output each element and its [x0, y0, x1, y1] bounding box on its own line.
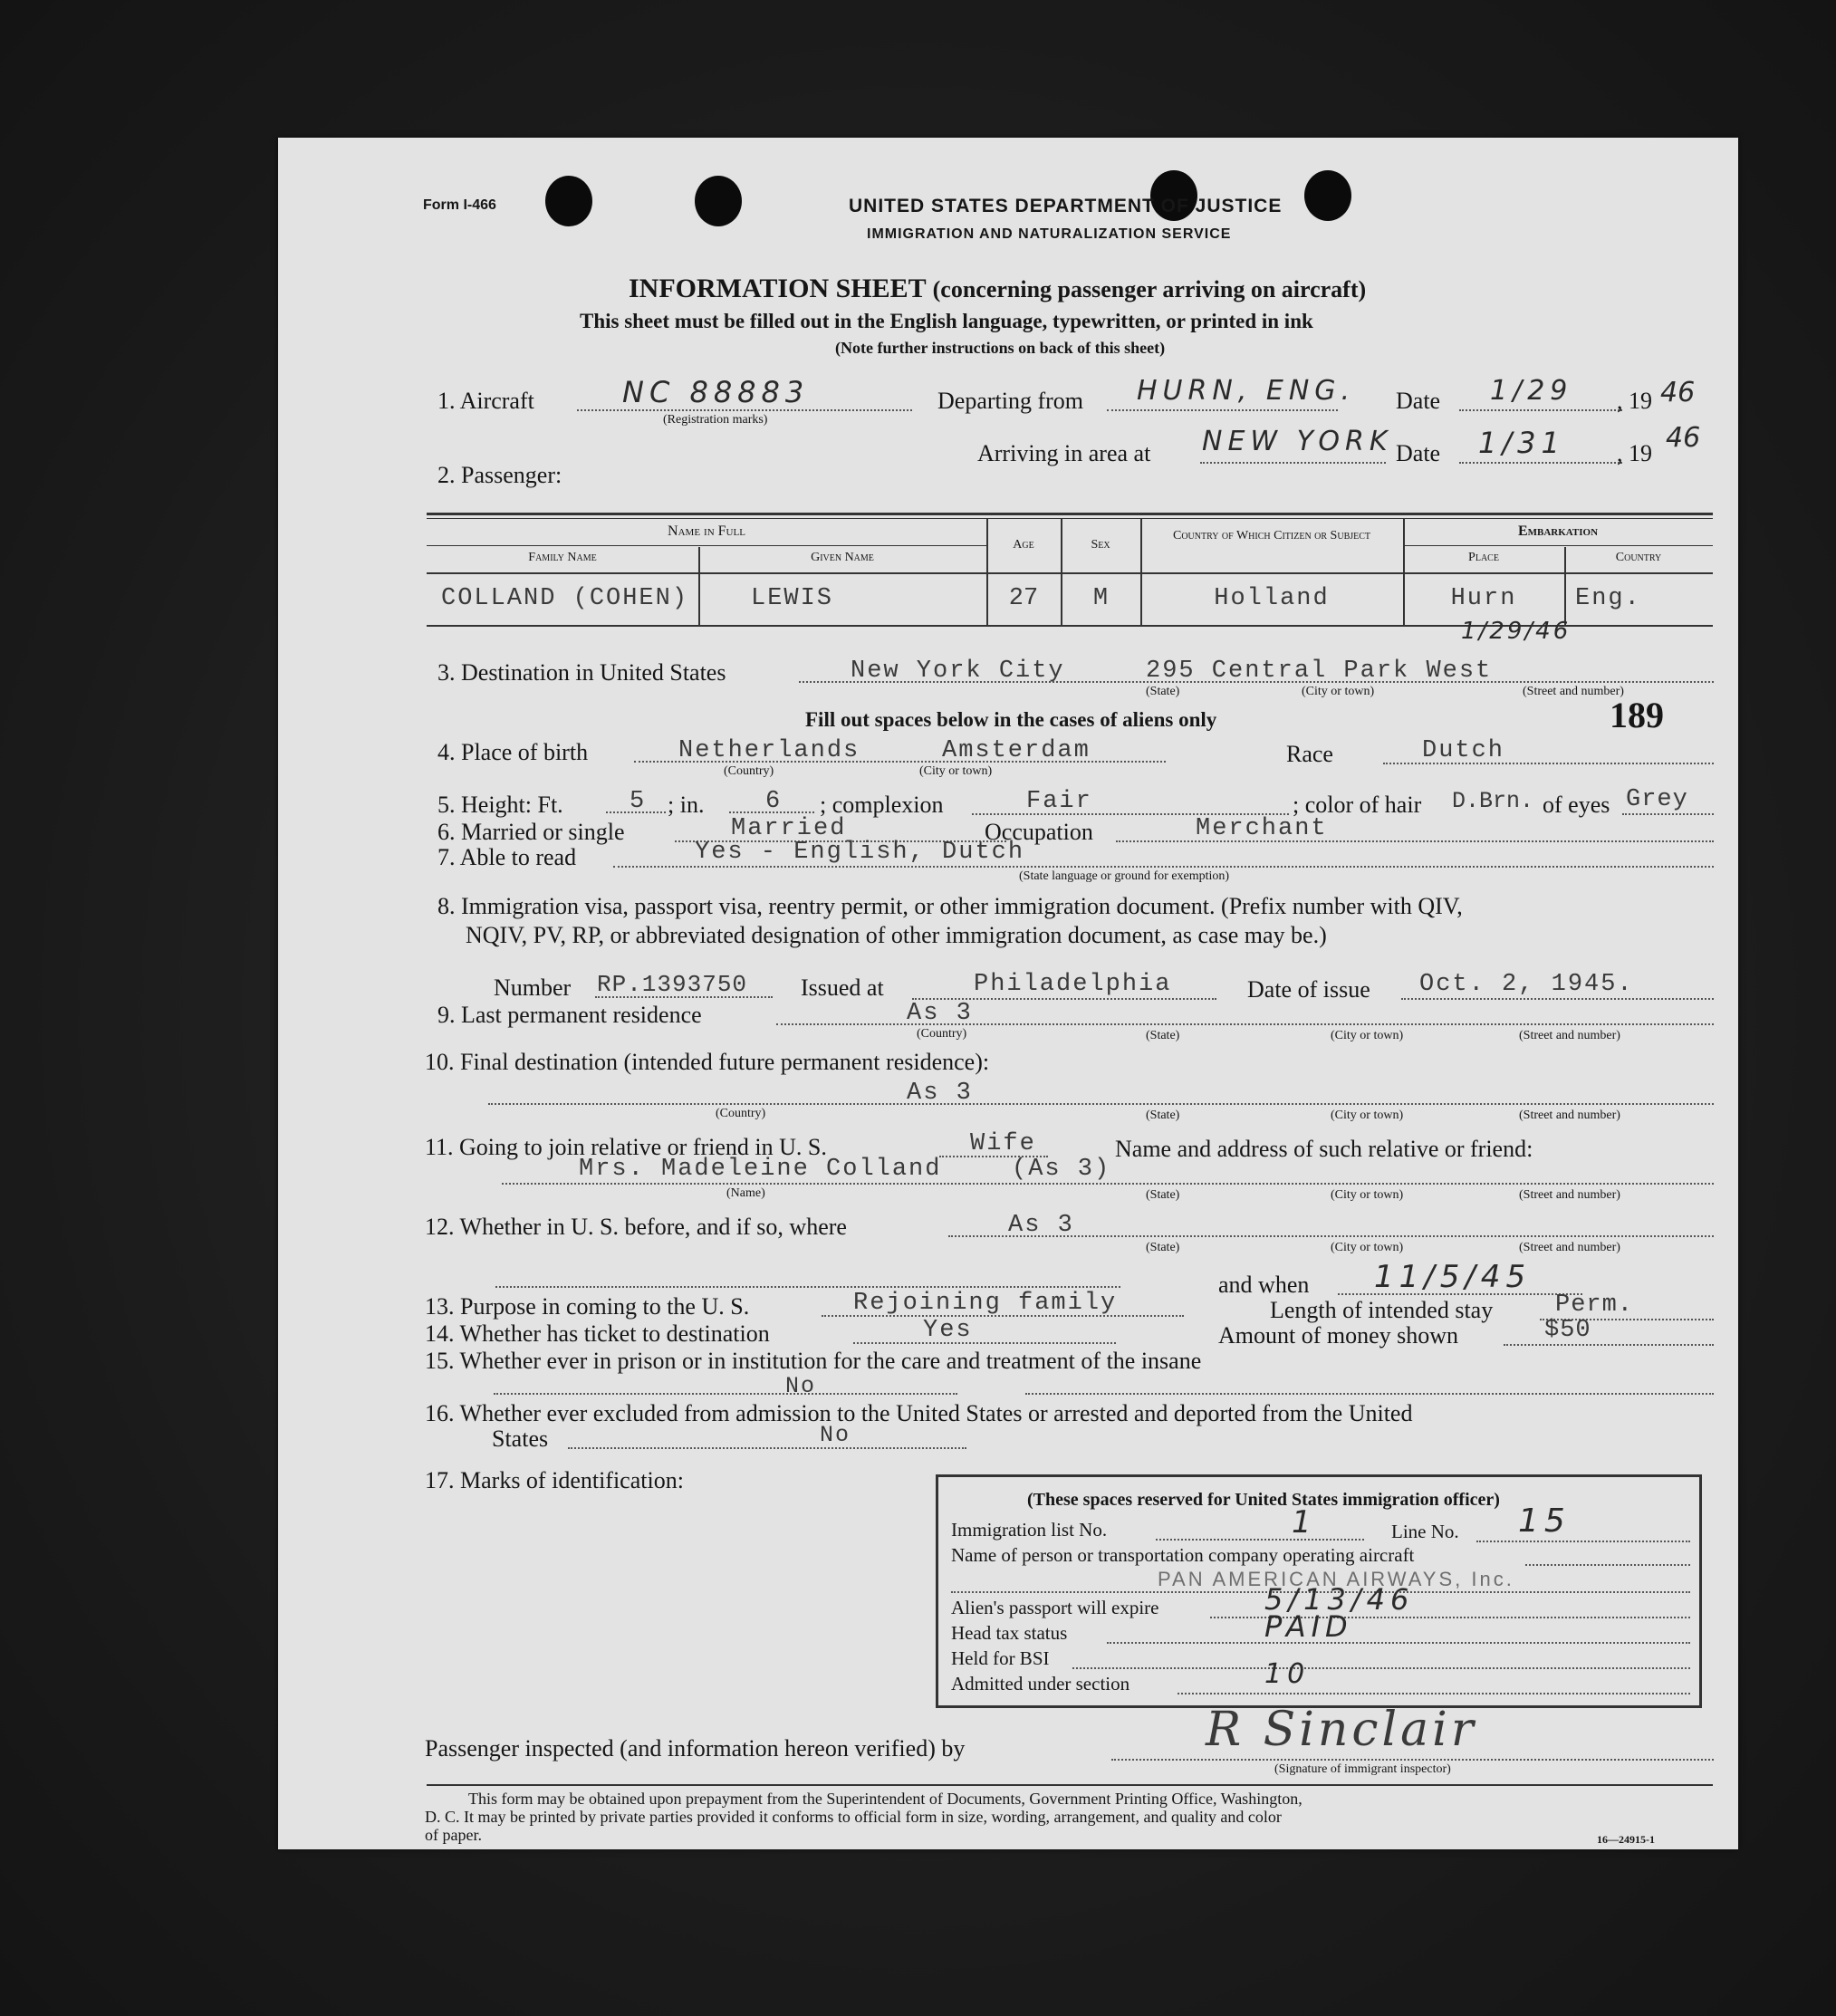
- embark-place-cell: Hurn: [1450, 585, 1517, 612]
- prior-visit-when-label: and when: [1218, 1272, 1310, 1298]
- complexion-value: Fair: [1026, 788, 1092, 815]
- caption-city: (City or town): [1331, 1109, 1404, 1122]
- officer-box: [936, 1474, 1702, 1708]
- caption-city: (City or town): [1331, 1188, 1404, 1202]
- aircraft-caption: (Registration marks): [663, 413, 768, 427]
- company-line: [1525, 1564, 1690, 1566]
- read-label: 7. Able to read: [437, 844, 577, 870]
- departure-year-value: 46: [1660, 377, 1696, 408]
- marital-value: Married: [731, 815, 847, 842]
- passenger-label: 2. Passenger:: [437, 462, 562, 488]
- punch-hole: [695, 176, 742, 226]
- punch-hole: [545, 176, 592, 226]
- issue-date-value: Oct. 2, 1945.: [1419, 971, 1634, 998]
- ticket-line: [853, 1342, 1116, 1344]
- list-no-label: Immigration list No.: [951, 1519, 1108, 1541]
- officer-box-heading: (These spaces reserved for United States immigration officer): [1027, 1490, 1500, 1510]
- print-code: 16—24915-1: [1597, 1833, 1655, 1846]
- residence-value: As 3: [907, 1000, 973, 1027]
- title-bold: INFORMATION SHEET: [629, 274, 927, 303]
- signature-line: [1111, 1759, 1714, 1761]
- passport-expire-value: 5/13/46: [1264, 1582, 1415, 1617]
- prison-label: 15. Whether ever in prison or in institution for the care and treatment of the insane: [425, 1348, 1202, 1374]
- aircraft-label: 1. Aircraft: [437, 388, 534, 414]
- list-no-value: 1: [1292, 1504, 1317, 1541]
- prior-visit-line-2: [495, 1286, 1120, 1288]
- excluded-label-2: States: [492, 1426, 549, 1452]
- handwritten-date-annotation: 1/29/46: [1461, 618, 1572, 645]
- embark-country-header: Country: [1615, 551, 1662, 564]
- footer-line-3: of paper.: [425, 1826, 482, 1844]
- admitted-line: [1178, 1693, 1690, 1694]
- ticket-value: Yes: [923, 1317, 973, 1344]
- eyes-line: [1622, 813, 1714, 815]
- excluded-value: No: [820, 1422, 851, 1448]
- caption-city: (City or town): [1331, 1029, 1404, 1042]
- departure-date-label: Date: [1396, 388, 1441, 414]
- departure-year-prefix: , 19: [1617, 388, 1652, 414]
- caption-street: (Street and number): [1523, 685, 1624, 698]
- excluded-label-1: 16. Whether ever excluded from admission to the United States or arrested and deported from the United: [425, 1400, 1413, 1426]
- doc-number-label: Number: [494, 974, 572, 1001]
- caption-state: (State): [1146, 1188, 1180, 1202]
- relative-name-label: Name and address of such relative or friend:: [1115, 1136, 1533, 1162]
- relative-value: Wife: [970, 1130, 1036, 1157]
- prior-visit-label: 12. Whether in U. S. before, and if so, where: [425, 1214, 847, 1240]
- occupation-label: Occupation: [985, 819, 1093, 845]
- purpose-label: 13. Purpose in coming to the U. S.: [425, 1293, 750, 1320]
- stay-label: Length of intended stay: [1270, 1297, 1494, 1323]
- footer-rule: [427, 1784, 1713, 1786]
- arrival-year-prefix: , 19: [1617, 440, 1652, 466]
- passport-expire-label: Alien's passport will expire: [951, 1597, 1159, 1618]
- final-destination-label: 10. Final destination (intended future permanent residence):: [425, 1049, 990, 1075]
- read-line: [613, 866, 1714, 868]
- caption-country: (Country): [716, 1107, 766, 1120]
- height-in-label: ; in.: [668, 792, 705, 818]
- citizenship-header: Country of Which Citizen or Subject: [1172, 529, 1371, 542]
- age-cell: 27: [1008, 585, 1039, 612]
- subtitle: This sheet must be filled out in the English language, typewritten, or printed in ink: [580, 310, 1313, 332]
- departing-line: [1107, 409, 1338, 411]
- age-header: Age: [1013, 538, 1034, 552]
- final-destination-line: [488, 1103, 1714, 1105]
- eyes-value: Grey: [1626, 786, 1688, 813]
- prison-value: No: [785, 1373, 817, 1399]
- hair-value: D.Brn.: [1452, 788, 1534, 814]
- form-sheet: [278, 138, 1738, 1849]
- caption-street: (Street and number): [1519, 1109, 1620, 1122]
- departing-value: HURN, ENG.: [1137, 375, 1356, 407]
- caption-street: (Street and number): [1519, 1188, 1620, 1202]
- issue-date-line: [1401, 998, 1714, 1000]
- occupation-value: Merchant: [1196, 815, 1328, 842]
- stay-value: Perm.: [1555, 1291, 1634, 1319]
- line-no-line: [1476, 1541, 1690, 1542]
- family-name-cell: COLLAND (COHEN): [441, 585, 689, 612]
- given-name-header: Given Name: [811, 551, 874, 564]
- race-label: Race: [1286, 741, 1333, 767]
- family-name-header: Family Name: [528, 551, 597, 564]
- caption-state: (State): [1146, 685, 1180, 698]
- relative-address-value: (As 3): [1012, 1156, 1111, 1183]
- admitted-value: 10: [1264, 1658, 1311, 1690]
- list-no-line: [1156, 1539, 1364, 1541]
- name-subheader-rule: [427, 545, 986, 546]
- arrival-year-value: 46: [1666, 422, 1701, 454]
- instructions-note: (Note further instructions on back of this sheet): [835, 339, 1166, 357]
- table-header-bottom: [427, 572, 1713, 574]
- caption-state: (State): [1146, 1029, 1180, 1042]
- hair-label: ; color of hair: [1293, 792, 1422, 818]
- company-stamp: PAN AMERICAN AIRWAYS, Inc.: [1158, 1568, 1514, 1590]
- caption-city: (City or town): [1331, 1241, 1404, 1254]
- arriving-label: Arriving in area at: [977, 440, 1151, 466]
- aliens-only-note: Fill out spaces below in the cases of aliens only: [805, 708, 1217, 731]
- page-title: [629, 274, 1366, 304]
- doc-number-value: RP.1393750: [597, 971, 748, 998]
- signature-caption: (Signature of immigrant inspector): [1274, 1762, 1451, 1776]
- aircraft-value: NC 88883: [622, 375, 810, 409]
- birthplace-label: 4. Place of birth: [437, 739, 589, 765]
- residence-label: 9. Last permanent residence: [437, 1002, 702, 1028]
- departing-label: Departing from: [937, 388, 1084, 414]
- prison-line: [494, 1393, 957, 1395]
- caption-state: (State): [1146, 1241, 1180, 1254]
- birth-country: Netherlands: [678, 737, 860, 764]
- footer-line-1: This form may be obtained upon prepayment from the Superintendent of Documents, Government Printing Office, Washington,: [468, 1790, 1303, 1808]
- embarkation-header: Embarkation: [1517, 523, 1599, 539]
- money-line: [1504, 1344, 1714, 1346]
- arriving-line: [1200, 462, 1386, 464]
- birth-city: Amsterdam: [942, 737, 1091, 764]
- complexion-label: ; complexion: [820, 792, 944, 818]
- final-destination-value: As 3: [907, 1080, 973, 1107]
- caption-street: (Street and number): [1519, 1029, 1620, 1042]
- marital-label: 6. Married or single: [437, 819, 625, 845]
- citizenship-cell: Holland: [1214, 585, 1330, 612]
- company-label: Name of person or transportation company operating aircraft: [951, 1544, 1415, 1566]
- line-no-value: 15: [1518, 1502, 1571, 1540]
- height-label: 5. Height: Ft.: [437, 792, 563, 818]
- department-name: UNITED STATES DEPARTMENT OF JUSTICE: [849, 196, 1283, 216]
- sex-header: Sex: [1091, 538, 1110, 552]
- arriving-value: NEW YORK: [1202, 426, 1393, 457]
- relative-label: 11. Going to join relative or friend in U. S.: [425, 1134, 827, 1160]
- embark-place-header: Place: [1468, 551, 1499, 564]
- head-tax-label: Head tax status: [951, 1622, 1068, 1644]
- title-rest: (concerning passenger arriving on aircraft): [932, 276, 1367, 302]
- purpose-value: Rejoining family: [853, 1290, 1118, 1317]
- destination-state: New York City: [851, 658, 1065, 685]
- money-label: Amount of money shown: [1218, 1322, 1459, 1349]
- issue-date-label: Date of issue: [1247, 976, 1370, 1003]
- caption-street: (Street and number): [1519, 1241, 1620, 1254]
- read-caption: (State language or ground for exemption): [1019, 869, 1230, 883]
- arrival-date-value: 1/31: [1478, 426, 1565, 460]
- arrival-date-label: Date: [1396, 440, 1441, 466]
- height-ft: 5: [630, 788, 647, 815]
- punch-hole: [1304, 170, 1351, 221]
- issued-label: Issued at: [801, 974, 884, 1001]
- aircraft-line: [577, 409, 912, 411]
- relative-name-line: [502, 1183, 1714, 1185]
- money-value: $50: [1544, 1317, 1591, 1344]
- caption-country: (Country): [917, 1027, 967, 1041]
- inspector-signature: R Sinclair: [1206, 1703, 1477, 1757]
- bsi-line: [1072, 1667, 1690, 1669]
- stamped-number: 189: [1610, 695, 1664, 735]
- caption-state: (State): [1146, 1109, 1180, 1122]
- table-top-rule: [427, 513, 1713, 515]
- ticket-label: 14. Whether has ticket to destination: [425, 1320, 770, 1347]
- prison-line-2: [1025, 1393, 1714, 1395]
- inspection-label: Passenger inspected (and information hereon verified) by: [425, 1735, 966, 1762]
- embark-subheader-rule: [1403, 545, 1713, 546]
- race-value: Dutch: [1422, 737, 1505, 764]
- height-in: 6: [765, 788, 783, 815]
- eyes-label: of eyes: [1543, 792, 1610, 818]
- caption-city: (City or town): [919, 764, 993, 778]
- table-top-rule-thin: [427, 518, 1713, 519]
- embark-country-cell: Eng.: [1575, 585, 1641, 612]
- head-tax-value: PAID: [1264, 1609, 1353, 1644]
- arrival-date-line: [1459, 462, 1622, 464]
- caption-city: (City or town): [1302, 685, 1375, 698]
- bsi-label: Held for BSI: [951, 1647, 1050, 1669]
- caption-country: (Country): [724, 764, 774, 778]
- departure-date-line: [1459, 409, 1622, 411]
- form-number: Form I-466: [423, 197, 496, 213]
- footer-line-2: D. C. It may be printed by private parties provided it conforms to official form in size, wording, arrangement, and quality and color: [425, 1808, 1282, 1826]
- caption-name: (Name): [726, 1186, 765, 1200]
- service-name: IMMIGRATION AND NATURALIZATION SERVICE: [867, 226, 1232, 242]
- destination-street: 295 Central Park West: [1146, 658, 1493, 685]
- read-value: Yes - English, Dutch: [695, 839, 1025, 866]
- name-in-full-header: Name in Full: [668, 523, 745, 539]
- relative-name-value: Mrs. Madeleine Colland: [579, 1156, 942, 1183]
- departure-date-value: 1/29: [1490, 375, 1573, 407]
- issued-value: Philadelphia: [974, 971, 1172, 998]
- document-label-1: 8. Immigration visa, passport visa, reentry permit, or other immigration document. (Prefix number with QIV,: [437, 893, 1463, 919]
- given-name-cell: LEWIS: [751, 585, 834, 612]
- sex-cell: M: [1092, 585, 1109, 612]
- head-tax-line: [1107, 1642, 1690, 1644]
- line-no-label: Line No.: [1391, 1521, 1459, 1542]
- excluded-line: [568, 1447, 966, 1449]
- document-label-2: NQIV, PV, RP, or abbreviated designation of other immigration document, as case may be.): [466, 922, 1327, 948]
- admitted-label: Admitted under section: [951, 1673, 1130, 1694]
- identification-label: 17. Marks of identification:: [425, 1467, 684, 1493]
- prior-visit-value: As 3: [1008, 1212, 1074, 1239]
- prior-visit-when-value: 11/5/45: [1374, 1259, 1532, 1295]
- destination-label: 3. Destination in United States: [437, 659, 726, 686]
